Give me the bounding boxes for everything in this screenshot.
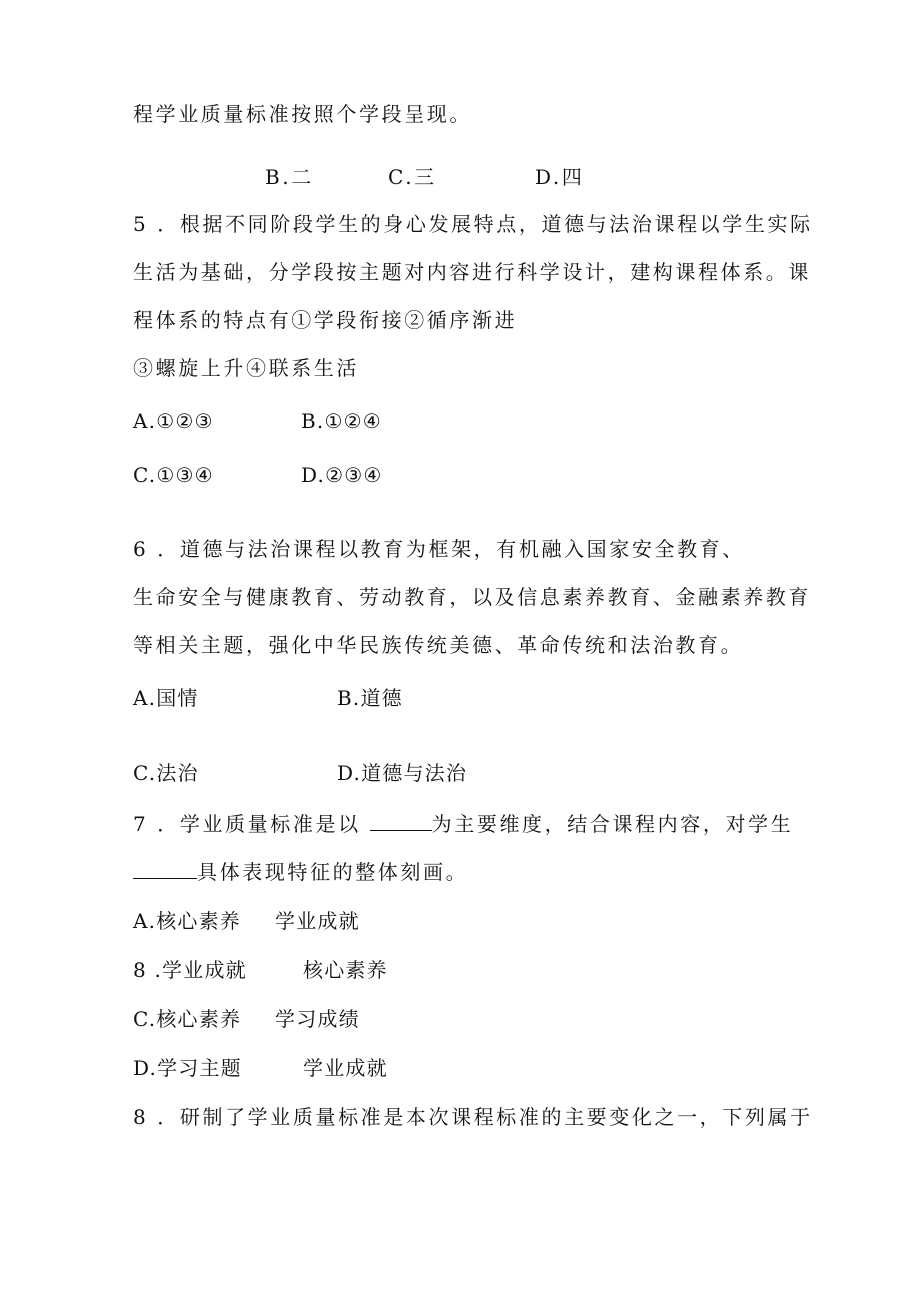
option-c: C.三 <box>388 165 437 189</box>
question-5-line-1: 5 ．根据不同阶段学生的身心发展特点，道德与法治课程以学生实际 <box>133 212 813 236</box>
question-7-text-c: 具体表现特征的整体刻画。 <box>197 860 469 884</box>
option-a: A.国情 <box>133 686 199 710</box>
option-b: B.道德 <box>337 686 403 710</box>
question-5-line-2: 生活为基础，分学段按主题对内容进行科学设计，建构课程体系。课 <box>133 260 811 284</box>
question-7-text-a: 7 ．学业质量标准是以 <box>133 812 370 836</box>
option-c: C.①③④ <box>133 463 214 487</box>
text-line: 程学业质量标准按照个学段呈现。 <box>133 102 472 126</box>
option-c-part-2: 学习成绩 <box>275 1007 360 1031</box>
answer-blank <box>133 860 197 879</box>
option-c-part-1: C.核心素养 <box>133 1007 242 1031</box>
option-a-part-1: A.核心素养 <box>133 909 242 933</box>
question-8-line-1: 8 ．研制了学业质量标准是本次课程标准的主要变化之一，下列属于 <box>133 1105 813 1129</box>
question-7-line-2 <box>133 858 468 886</box>
question-6-line-3: 等相关主题，强化中华民族传统美德、革命传统和法治教育。 <box>133 633 744 657</box>
answer-blank <box>370 812 432 831</box>
option-a: A.①②③ <box>133 409 214 433</box>
question-6-line-1: 6 ．道德与法治课程以教育为框架，有机融入国家安全教育、 <box>133 537 745 561</box>
option-d: D.四 <box>535 165 585 189</box>
option-a-part-2: 学业成就 <box>275 909 360 933</box>
option-b: B.二 <box>265 165 314 189</box>
option-d-part-1: D.学习主题 <box>133 1056 242 1080</box>
option-d: D.②③④ <box>301 463 383 487</box>
question-7-line-1 <box>133 810 793 838</box>
question-7-text-b: 为主要维度，结合课程内容，对学生 <box>431 812 794 836</box>
option-d-part-2: 学业成就 <box>303 1056 388 1080</box>
option-b-part-1: 8 .学业成就 <box>133 958 247 982</box>
option-c: C.法治 <box>133 761 199 785</box>
question-6-line-2: 生命安全与健康教育、劳动教育，以及信息素养教育、金融素养教育 <box>133 585 811 609</box>
option-d: D.道德与法治 <box>337 761 468 785</box>
option-b: B.①②④ <box>301 409 382 433</box>
question-5-line-4: ③螺旋上升④联系生活 <box>133 356 359 380</box>
option-b-part-2: 核心素养 <box>303 958 388 982</box>
question-5-line-3: 程体系的特点有①学段衔接②循序渐进 <box>133 308 518 332</box>
